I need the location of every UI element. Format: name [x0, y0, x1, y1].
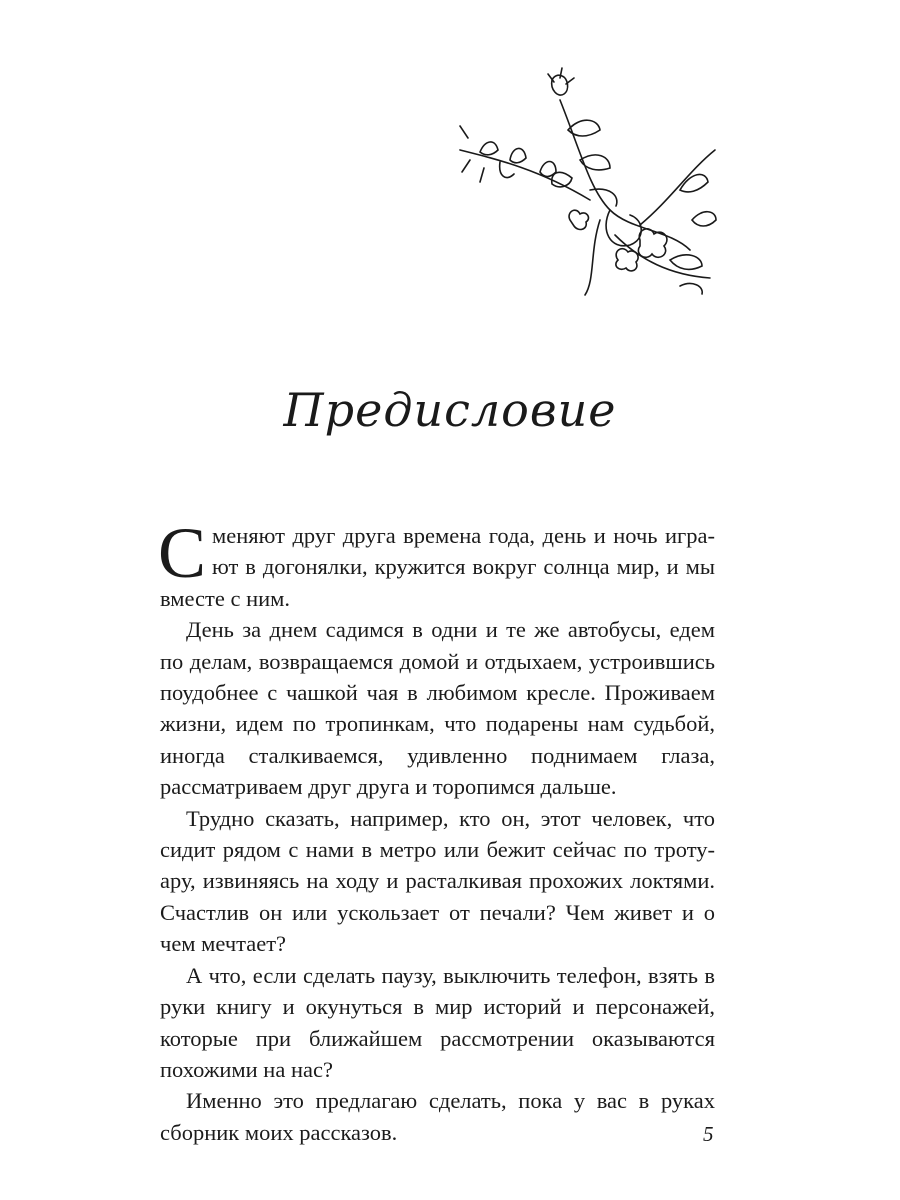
paragraph: [158, 513, 715, 614]
drop-cap: С: [158, 513, 207, 593]
page-title: Предисловие: [283, 383, 617, 437]
page-number: 5: [703, 1122, 714, 1146]
paragraph: Именно это предлагаю сделать, пока у вас в руках сборник моих рассказов.: [160, 1088, 715, 1145]
paragraph-text: меняют друг друга времена года, день и ночь играют в догонялки, кружится вокруг солнца мир, и мы вместе с ним.: [160, 523, 715, 611]
floral-branch-icon: [440, 60, 730, 300]
paragraph: А что, если сделать паузу, выключить телефон, взять в руки книгу и окунуться в мир историй и персонажей, которые при ближайшем рассмотрении оказываются похожими на нас?: [160, 962, 715, 1082]
paragraph: Трудно сказать, например, кто он, этот человек, что сидит рядом с нами в метро или бежит сейчас по тротуару, извиняясь на ходу и расталкивая прохожих локтями. Счастлив он или ускользает от печали? Чем живет и о чем мечтает?: [160, 805, 715, 957]
body-text: [158, 513, 715, 1148]
paragraph: День за днем садимся в одни и те же автобусы, едем по делам, возвращаемся домой и отдыхаем, устроившись поудобнее с чашкой чая в любимом кресле. Проживаем жизни, идем по тропинкам, что подарены нам судьбой, иногда сталкиваемся, удивленно поднимаем глаза, рассматриваем друг друга и торопимся дальше.: [160, 617, 715, 800]
